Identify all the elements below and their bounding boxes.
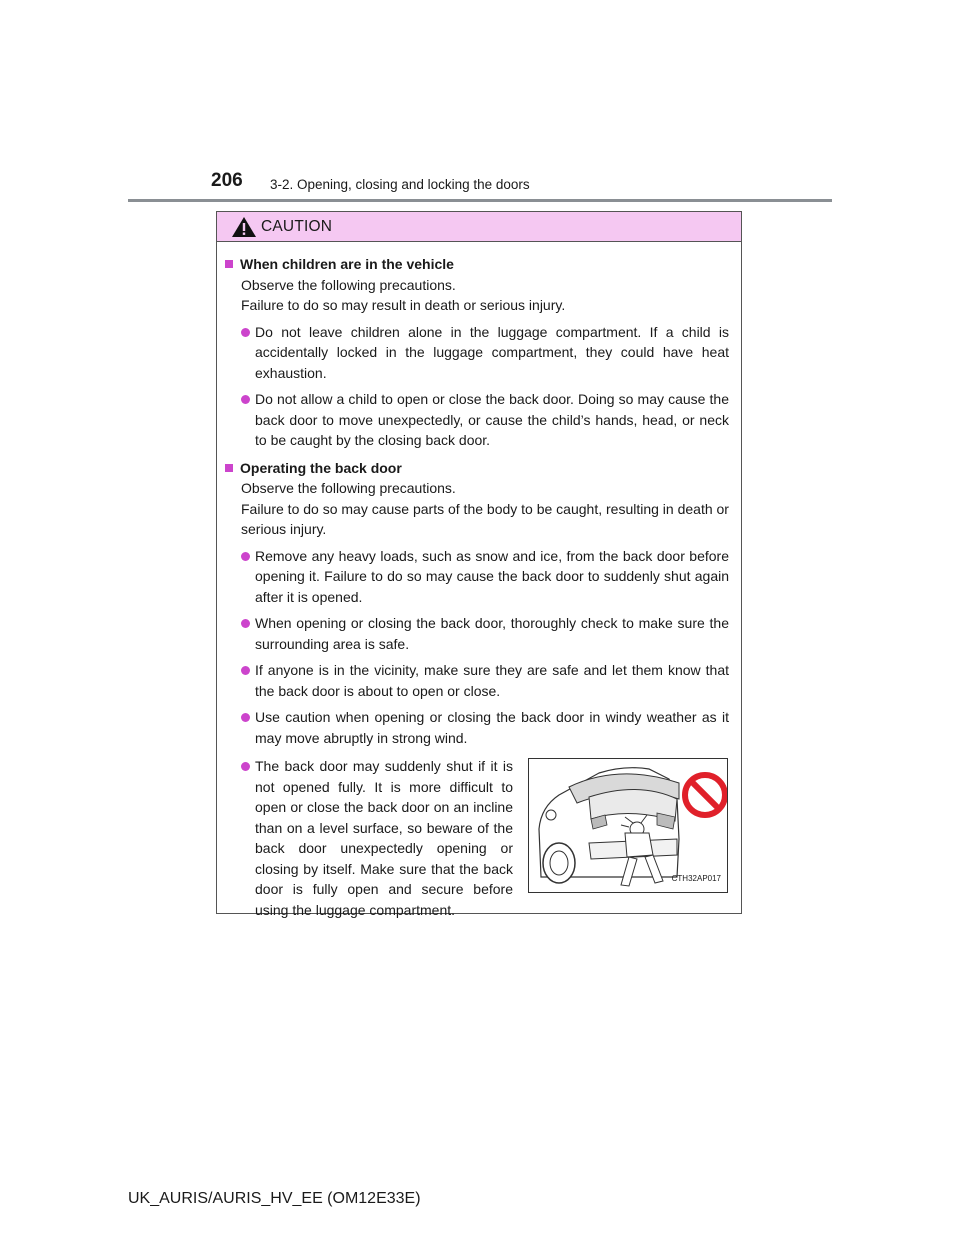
page-number: 206 [211,170,243,191]
round-bullet-icon [241,762,250,771]
square-bullet-icon [225,260,233,268]
round-bullet-icon [241,552,250,561]
round-bullet-icon [241,713,250,722]
intro-line: Failure to do so may result in death or serious injury. [241,297,566,313]
bullet-item [225,613,729,654]
topic-title [225,254,729,275]
bullet-text: When opening or closing the back door, thoroughly check to make sure the surrounding area is safe. [255,615,729,652]
bullet-text: Do not leave children alone in the luggage compartment. If a child is accidentally locked in the luggage compartment, they could have heat exhaustion. [255,323,729,381]
caution-box [216,211,742,918]
caution-label: CAUTION [261,217,333,235]
bullet-item [225,707,729,748]
bullet-text: Do not allow a child to open or close the back door. Doing so may cause the back door to move unexpectedly, or cause the child’s hands, head, or neck to be caught by the closing back door. [255,391,729,448]
prohibition-icon [685,775,725,815]
caution-body [217,242,741,920]
caution-header [217,212,741,242]
round-bullet-icon [241,395,250,404]
intro-line: Observe the following precautions. [241,276,456,293]
topic-title-text: Operating the back door [240,459,402,476]
warning-triangle-icon [231,216,257,238]
header-rule [128,199,832,202]
topic-children [225,254,729,451]
topic-back-door [225,458,729,921]
round-bullet-icon [241,666,250,675]
bullet-text: Use caution when opening or closing the back door in windy weather as it may move abruptly in strong wind. [255,709,729,746]
bullet-text: If anyone is in the vicinity, make sure they are safe and let them know that the back door is about to open or close. [255,662,729,699]
bullet-item [225,389,729,451]
bullet-text: The back door may suddenly shut if it is not opened fully. It is more difficult to open or close the back door on an incline than on a level surface, so beware of the back door unexpectedly opening or closing by itself. Make sure that the back door is fully open and secure before using the luggage compartment. [255,758,513,918]
topic-title [225,458,729,479]
illustrated-bullet-row [225,756,729,920]
round-bullet-icon [241,619,250,628]
bullet-item [225,756,513,920]
section-title: 3-2. Opening, closing and locking the doors [270,177,530,192]
bullet-text: Remove any heavy loads, such as snow and ice, from the back door before opening it. Failure to do so may cause the back door to suddenly shut again after it is opened. [255,547,729,605]
intro-line: Observe the following precautions. [241,480,456,496]
bullet-item [225,660,729,701]
bullet-item [225,322,729,384]
topic-title-text: When children are in the vehicle [240,256,454,272]
back-door-illustration [528,758,728,893]
intro-line: Failure to do so may cause parts of the body to be caught, resulting in death or serious injury. [241,500,729,537]
footer-manual-id: UK_AURIS/AURIS_HV_EE (OM12E33E) [128,1190,421,1207]
bullet-item [225,546,729,608]
illustration-code: CTH32AP017 [671,873,721,883]
square-bullet-icon [225,464,233,472]
round-bullet-icon [241,328,250,337]
